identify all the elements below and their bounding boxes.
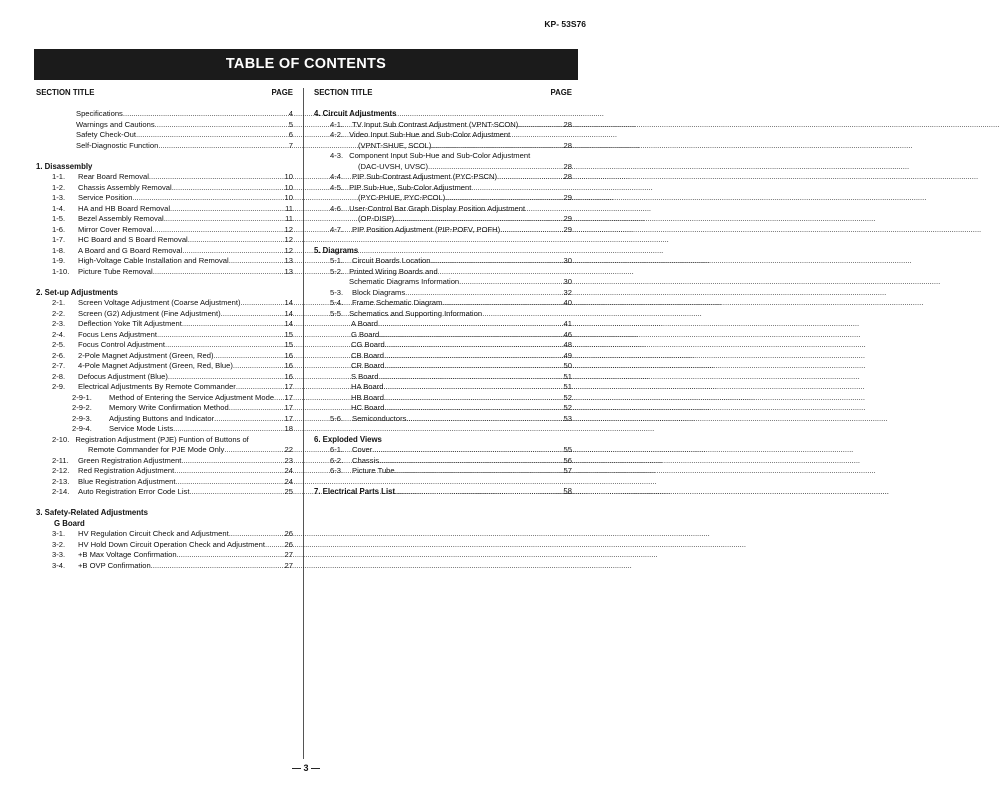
toc-entry[interactable]: Warnings and Cautions ..... 5 xyxy=(36,120,293,131)
exploded-list xyxy=(314,445,572,477)
column-header xyxy=(36,88,293,99)
toc-entry[interactable]: 4-4. PIP Sub-Contrast Adjustment (PYC-PSCN) ..... 28 xyxy=(314,172,572,183)
toc-entry-line2[interactable]: (DAC-UVSH, UVSC) ..... 28 xyxy=(314,162,572,173)
toc-subentry[interactable]: HC Board ..... 52 xyxy=(314,403,572,414)
setup-list xyxy=(36,298,293,498)
toc-entry[interactable]: 2-2. Screen (G2) Adjustment (Fine Adjustment) ..... 14 xyxy=(36,309,293,320)
page-label: PAGE xyxy=(271,88,293,97)
toc-entry[interactable]: 2-14. Auto Registration Error Code List ..... 25 xyxy=(36,487,293,498)
toc-entry[interactable]: 2-13. Blue Registration Adjustment ..... 24 xyxy=(36,477,293,488)
toc-entry-line2[interactable]: Schematic Diagrams Information ..... 30 xyxy=(314,277,572,288)
toc-entry[interactable]: 7. Electrical Parts List ..... 58 xyxy=(314,487,572,498)
toc-subentry[interactable]: CB Board ..... 49 xyxy=(314,351,572,362)
toc-entry[interactable]: Self-Diagnostic Function ..... 7 xyxy=(36,141,293,152)
toc-entry[interactable]: 4-1. TV Input Sub Contrast Adjustment (VPNT-SCON) ..... 28 xyxy=(314,120,572,131)
toc-entry[interactable]: 2-4. Focus Lens Adjustment ..... 15 xyxy=(36,330,293,341)
toc-entry[interactable]: 6-2. Chassis ..... 56 xyxy=(314,456,572,467)
toc-subentry[interactable]: A Board ..... 41 xyxy=(314,319,572,330)
toc-entry[interactable]: 3-4. +B OVP Confirmation ..... 27 xyxy=(36,561,293,572)
toc-subentry[interactable]: CR Board ..... 50 xyxy=(314,361,572,372)
toc-entry[interactable]: 1-9. High-Voltage Cable Installation and Removal ..... 13 xyxy=(36,256,293,267)
circuit-list xyxy=(314,120,572,236)
model-number: KP- 53S76 xyxy=(544,19,586,29)
toc-entry[interactable]: 1-5. Bezel Assembly Removal ..... 11 xyxy=(36,214,293,225)
toc-entry[interactable]: Specifications ..... 4 xyxy=(36,109,293,120)
safety-list xyxy=(36,529,293,571)
page-label: PAGE xyxy=(550,88,572,97)
toc-entry[interactable]: 1-7. HC Board and S Board Removal ..... 12 xyxy=(36,235,293,246)
toc-entry-line1[interactable]: 4-6. User-Control Bar Graph Display Position Adjustment xyxy=(330,203,526,213)
section-title-label: SECTION TITLE xyxy=(36,88,95,97)
section-heading: 5. Diagrams xyxy=(314,245,359,255)
toc-entry[interactable]: 1-1. Rear Board Removal ..... 10 xyxy=(36,172,293,183)
toc-entry[interactable]: 5-3. Block Diagrams ..... 32 xyxy=(314,288,572,299)
toc-entry-line1[interactable]: 4-2. Video Input Sub-Hue and Sub-Color Adjustment xyxy=(330,130,511,139)
disassembly-list xyxy=(36,172,293,277)
toc-entry[interactable]: 1-2. Chassis Assembly Removal ..... 10 xyxy=(36,183,293,194)
toc-entry[interactable]: 5-4. Frame Schematic Diagram ..... 40 xyxy=(314,298,572,309)
toc-subentry[interactable]: G Board ..... 46 xyxy=(314,330,572,341)
toc-subentry[interactable]: 2-9-2. Memory Write Confirmation Method ..... 17 xyxy=(36,403,293,414)
toc-entry[interactable]: 2-5. Focus Control Adjustment ..... 15 xyxy=(36,340,293,351)
diagrams-list xyxy=(314,256,572,424)
toc-entry[interactable]: 2-3. Deflection Yoke Tilt Adjustment ..... 14 xyxy=(36,319,293,330)
section-heading: 4. Circuit Adjustments xyxy=(314,109,397,118)
column-header xyxy=(314,88,572,99)
section-heading: 3. Safety-Related Adjustments xyxy=(36,508,148,517)
toc-entry[interactable]: 2-9. Electrical Adjustments By Remote Commander ..... 17 xyxy=(36,382,293,393)
toc-entry[interactable]: 2-1. Screen Voltage Adjustment (Coarse Adjustment) ..... 14 xyxy=(36,298,293,309)
toc-entry[interactable]: 1-6. Mirror Cover Removal ..... 12 xyxy=(36,225,293,236)
toc-entry[interactable]: 1-4. HA and HB Board Removal ..... 11 xyxy=(36,204,293,215)
toc-subentry[interactable]: 2-9-1. Method of Entering the Service Adjustment Mode ..... 17 xyxy=(36,393,293,404)
toc-entry[interactable]: 5-6. Semiconductors ..... 53 xyxy=(314,414,572,425)
toc-entry[interactable]: 6-3. Picture Tube ..... 57 xyxy=(314,466,572,477)
toc-entry-line2[interactable]: Remote Commander for PJE Mode Only ..... 22 xyxy=(36,445,293,456)
toc-entry[interactable]: Safety Check-Out ..... 6 xyxy=(36,130,293,141)
toc-entry[interactable]: 3-3. +B Max Voltage Confirmation ..... 27 xyxy=(36,550,293,561)
subsection-heading: G Board xyxy=(54,518,85,528)
toc-subentry[interactable]: HA Board ..... 51 xyxy=(314,382,572,393)
toc-subentry[interactable]: 2-9-3. Adjusting Buttons and Indicator ..... 17 xyxy=(36,414,293,425)
toc-entry[interactable]: 1-10. Picture Tube Removal ..... 13 xyxy=(36,267,293,278)
toc-subentry[interactable]: 2-9-4. Service Mode Lists ..... 18 xyxy=(36,424,293,435)
toc-entry[interactable]: 1-3. Service Position ..... 10 xyxy=(36,193,293,204)
toc-entry[interactable]: 3-2. HV Hold Down Circuit Operation Check and Adjustment ..... 26 xyxy=(36,540,293,551)
intro-list xyxy=(36,109,293,151)
page-number: — 3 — xyxy=(291,763,320,773)
toc-entry[interactable]: 5-5. Schematics and Supporting Information xyxy=(330,308,483,318)
toc-entry[interactable]: 2-8. Defocus Adjustment (Blue) ..... 16 xyxy=(36,372,293,383)
toc-entry[interactable]: 2-11. Green Registration Adjustment ..... 23 xyxy=(36,456,293,467)
section-heading: 6. Exploded Views xyxy=(314,434,382,444)
toc-entry-line1[interactable]: 2-10. Registration Adjustment (PJE) Funtion of Buttons of xyxy=(52,434,249,444)
toc-subentry[interactable]: HB Board ..... 52 xyxy=(314,393,572,404)
page-title: TABLE OF CONTENTS xyxy=(34,49,578,80)
toc-subentry[interactable]: S Board ..... 51 xyxy=(314,372,572,383)
toc-entry-line1[interactable]: 5-2. Printed Wiring Boards and xyxy=(330,266,438,276)
toc-entry[interactable]: 2-6. 2-Pole Magnet Adjustment (Green, Red) ..... 16 xyxy=(36,351,293,362)
toc-entry[interactable]: 2-7. 4-Pole Magnet Adjustment (Green, Red, Blue) ..... 16 xyxy=(36,361,293,372)
toc-subentry[interactable]: CG Board ..... 48 xyxy=(314,340,572,351)
toc-entry[interactable]: 1-8. A Board and G Board Removal ..... 12 xyxy=(36,246,293,257)
toc-entry[interactable]: 4-7. PIP Position Adjustment (PIP-POFV, POFH) ..... 29 xyxy=(314,225,572,236)
toc-entry-line1[interactable]: 4-5. PIP Sub-Hue, Sub-Color Adjustment xyxy=(330,182,472,192)
toc-entry[interactable]: 5-1. Circuit Boards Location ..... 30 xyxy=(314,256,572,267)
toc-entry-line2[interactable]: (PYC-PHUE, PYC-PCOL) ..... 29 xyxy=(314,193,572,204)
toc-entry[interactable]: 3-1. HV Regulation Circuit Check and Adjustment ..... 26 xyxy=(36,529,293,540)
toc-entry[interactable]: 2-12. Red Registration Adjustment ..... 24 xyxy=(36,466,293,477)
toc-entry-line2[interactable]: (OP-DISP) ..... 29 xyxy=(314,214,572,225)
right-column xyxy=(314,88,572,498)
section-heading: 2. Set-up Adjustments xyxy=(36,287,119,297)
section-title-label: SECTION TITLE xyxy=(314,88,373,97)
toc-entry-line2[interactable]: (VPNT-SHUE, SCOL) ..... 28 xyxy=(314,141,572,152)
section-heading: 1. Disassembly xyxy=(36,161,93,171)
toc-entry-line1[interactable]: 4-3. Component Input Sub-Hue and Sub-Color Adjustment xyxy=(330,151,531,160)
toc-entry[interactable]: 6-1. Cover ..... 55 xyxy=(314,445,572,456)
left-column xyxy=(36,88,293,571)
